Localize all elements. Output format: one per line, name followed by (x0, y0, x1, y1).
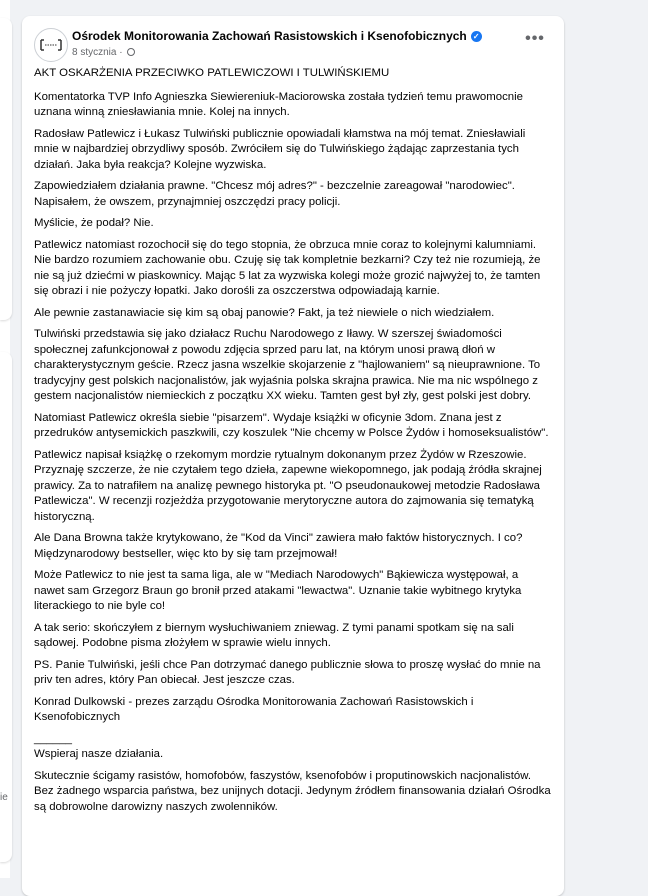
page-name[interactable]: Ośrodek Monitorowania Zachowań Rasistowskich i Ksenofobicznych (72, 29, 467, 43)
more-options-button[interactable]: ••• (525, 30, 545, 47)
page-avatar[interactable] (34, 28, 68, 62)
post-paragraph: Myślicie, że podał? Nie. (34, 217, 154, 229)
left-sidebar-card (0, 18, 12, 320)
post-paragraph: PS. Panie Tulwiński, jeśli chce Pan dotrzymać danego publicznie słowa to proszę wysłać do mnie na priv ten adres, który Pan obiecał. Jest jeszcze czas. (34, 658, 541, 686)
verified-badge-icon: ✓ (471, 31, 482, 42)
post-paragraph: ______ Wspieraj nasze działania. (34, 732, 164, 760)
public-globe-icon (127, 48, 135, 56)
post-paragraph: AKT OSKARŻENIA PRZECIWKO PATLEWICZOWI I TULWIŃSKIEMU (34, 67, 390, 79)
meta-separator: · (119, 47, 123, 58)
post-text (34, 66, 551, 821)
post-paragraph: Ale pewnie zastanawiacie się kim są obaj panowie? Fakt, ja też niewiele o nich wiedziałem. (34, 306, 495, 319)
post-paragraph: Komentatorka TVP Info Agnieszka Siewiereniuk-Maciorowska została tydzień temu prawomocnie uznana winną zniesławiania mnie. Kolej na innych. (34, 90, 523, 118)
post-paragraph: Radosław Patlewicz i Łukasz Tulwiński publicznie opowiadali kłamstwa na mój temat. Zniesławiali mnie w najbardziej obrzydliwy sposób. Zwróciłem się do Tulwińskiego żądając zaprzestania tych działań. Jaka była reakcja? Kolejne wyzwiska. (34, 127, 526, 171)
post-paragraph: Natomiast Patlewicz określa siebie "pisarzem". Wydaje książki w oficynie 3dom. Znana jest z przedruków antysemickich paszkwili, czy koszulek "Nie chcemy w Polsce Żydów i homoseksualistów". (34, 411, 549, 439)
organization-logo-icon (39, 39, 63, 51)
post-paragraph: Może Patlewicz to nie jest ta sama liga, ale w "Mediach Narodowych" Bąkiewicza występował, a nawet sam Grzegorz Braun go bronił przed atakami "lewactwa". Uznanie takie wybitnego krytyka literackiego to nie byle co! (34, 569, 522, 612)
post-meta (72, 47, 135, 58)
post-paragraph: Patlewicz napisał książkę o rzekomym mordzie rytualnym dokonanym przez Żydów w Rzeszowie. Przyznaję szczerze, że nie czytałem tego dzieła, zapewne wiekopomnego, jak podają źródła skrajnej prawicy. Za to natrafiłem na analizę pewnego historyka pt. "O pseudonaukowej metodzie Radosława Patlewicza". W recenzji rozjeżdża przygotowanie merytoryczne autora do zajmowania się tematyką historyczną. (34, 448, 542, 523)
post-signature: Konrad Dulkowski - prezes zarządu Ośrodka Monitorowania Zachowań Rasistowskich i Ksenofobicznych (34, 695, 474, 723)
page-name-link[interactable] (72, 29, 482, 43)
post-paragraph: Zapowiedziałem działania prawne. "Chcesz mój adres?" - bezczelnie zareagował "narodowiec". Napisałem, że owszem, przynajmniej oszczędzi pracy policji. (34, 180, 515, 208)
post-paragraph: Tulwiński przedstawia się jako działacz Ruchu Narodowego z Iławy. W szerszej świadomości społecznej zafunkcjonował z powodu zdjęcia sprzed paru lat, na którym unosi prawą dłoń w charakterystycznym geście. Rzecz jasna wszelkie skojarzenie z "hajlowaniem" są nieuprawnione. To tradycyjny gest polskich nacjonalistów, jak wyjaśnia polska skrajna prawica. Nie ma nic wspólnego z gestem nacjonalistów niemieckich z początku XX wieku. Tamten gest był zły, gest polski jest dobry. (34, 328, 541, 402)
post-paragraph: Ale Dana Browna także krytykowano, że "Kod da Vinci" zawiera mało faktów historycznych. I co? Międzynarodowy bestseller, więc kto by się tam przejmował! (34, 532, 523, 560)
post-card (22, 16, 564, 896)
left-sidebar-card (0, 352, 12, 862)
post-date-link[interactable]: 8 stycznia (72, 47, 117, 58)
post-paragraph: Skutecznie ścigamy rasistów, homofobów, faszystów, ksenofobów i proputinowskich nacjonalistów. Bez żadnego wsparcia państwa, bez unijnych dotacji. Jedynym źródłem finansowania działań Ośrodka są dobrowolne darowizny naszych zwolenników. (34, 769, 551, 813)
post-header (34, 26, 552, 68)
post-paragraph: A tak serio: skończyłem z biernym wysłuchiwaniem zniewag. Z tymi panami spotkam się na sali sądowej. Podobne pisma złożyłem w sprawie wielu innych. (34, 621, 514, 649)
left-sidebar-stub-text: ie (0, 792, 8, 803)
post-paragraph: Patlewicz natomiast rozochocił się do tego stopnia, że obrzuca mnie coraz to kolejnymi kalumniami. Nie bardzo rozumiem zachowanie obu. Czuję się tak kompletnie bezkarni? Czy też nie rozumieją, że nie są już dziećmi w piaskownicy. Mając 5 lat za wyzwiska kolegi może grozić najwyżej to, że tamten się obrazi i nie pożyczy łopatki. Jako dorośli za oszczerstwa odpowiadają karnie. (34, 238, 541, 297)
